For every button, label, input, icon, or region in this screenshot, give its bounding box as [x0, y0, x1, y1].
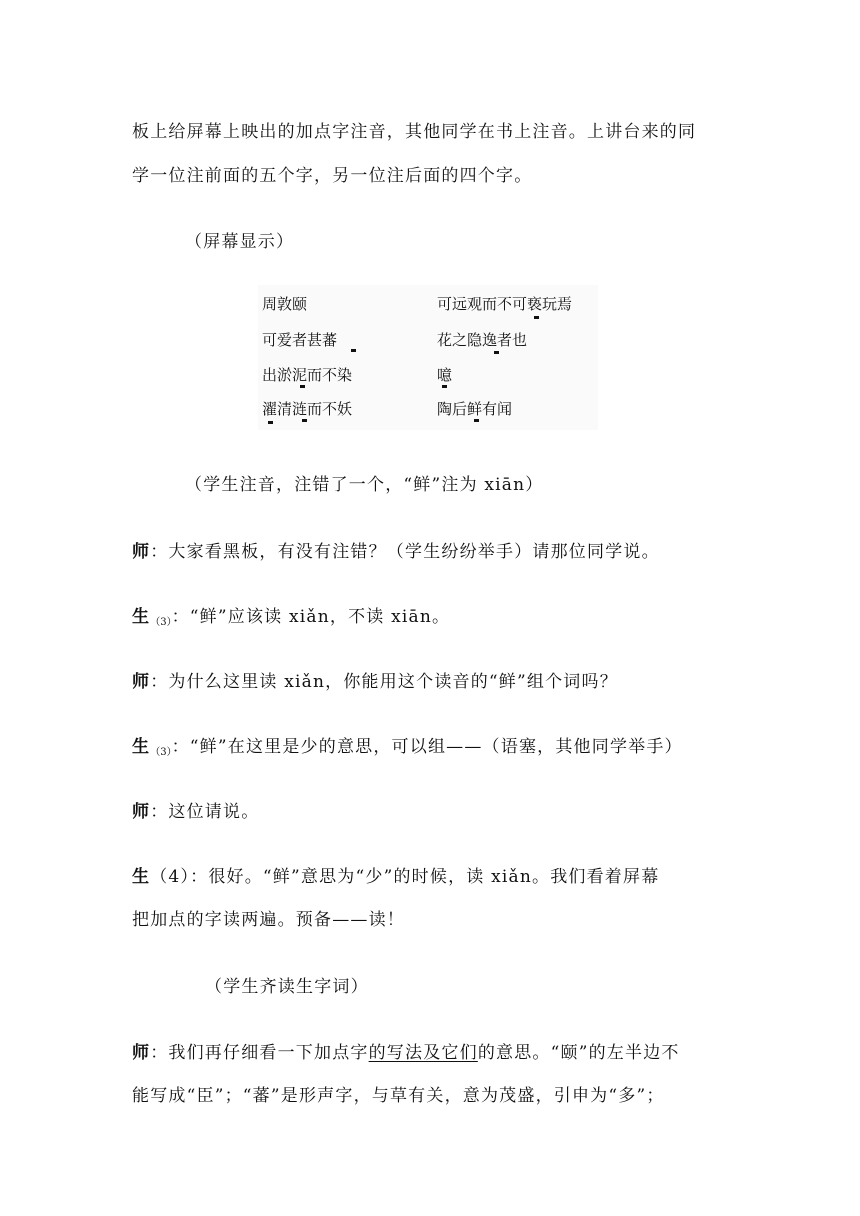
- dialogue-line: [132, 862, 659, 887]
- screen-caption: （屏幕显示）: [185, 232, 295, 252]
- dialogue-text: ：“鲜”应该读 xiǎn，不读 xiān。: [171, 607, 451, 627]
- paragraph-line: 学一位注前面的五个字，另一位注后面的四个字。: [132, 166, 533, 186]
- speaker-label: 师: [132, 542, 151, 562]
- dialogue-text: 我们再仔细看一下加点字: [168, 1043, 369, 1063]
- underlined-text: 的写法及它们: [368, 1043, 478, 1063]
- screen-left-item: 可爱者甚蕃: [262, 331, 338, 349]
- screen-display-image: [258, 285, 598, 430]
- emphasis-dot: [534, 316, 539, 319]
- speaker-colon: ：: [150, 802, 169, 822]
- paragraph-line: 板上给屏幕上映出的加点字注音，其他同学在书上注音。上讲台来的同: [132, 122, 697, 142]
- dialogue-line: [132, 602, 450, 628]
- dialogue-text: ：“鲜”在这里是少的意思，可以组——（语塞，其他同学举手）: [171, 737, 683, 757]
- speaker-label: 师: [132, 802, 151, 822]
- screen-right-item: 噫: [437, 366, 453, 384]
- dialogue-line: [132, 537, 660, 562]
- speaker-colon: ：: [150, 1043, 169, 1063]
- dialogue-text: 的意思。“颐”的左半边不: [477, 1043, 680, 1063]
- speaker-colon: ：: [150, 542, 169, 562]
- speaker-colon: ：: [150, 672, 169, 692]
- dialogue-line: [132, 797, 259, 822]
- speaker-label: 生: [132, 607, 151, 627]
- paragraph-line: 把加点的字读两遍。预备——读！: [132, 910, 405, 930]
- screen-left-item: 周敦颐: [262, 295, 308, 313]
- emphasis-dot: [302, 419, 307, 422]
- screen-right-item: 花之隐逸者也: [437, 331, 528, 349]
- emphasis-dot: [494, 351, 499, 354]
- emphasis-dot: [351, 349, 356, 352]
- screen-right-item: 可远观而不可亵玩焉: [437, 295, 573, 313]
- emphasis-dot: [474, 419, 479, 422]
- emphasis-dot: [268, 421, 273, 424]
- emphasis-dot: [300, 385, 305, 388]
- paragraph-line: 能写成“臣”；“蕃”是形声字，与草有关，意为茂盛，引申为“多”；: [132, 1086, 665, 1106]
- screen-left-item: 出淤泥而不染: [262, 366, 353, 384]
- dialogue-line: [132, 732, 683, 758]
- speaker-label: 师: [132, 672, 151, 692]
- speaker-number: （3）: [150, 617, 172, 628]
- dialogue-line: [132, 667, 618, 692]
- dialogue-text: 为什么这里读 xiǎn，你能用这个读音的“鲜”组个词吗？: [168, 672, 618, 692]
- screen-right-item: 陶后鲜有闻: [437, 400, 513, 418]
- dialogue-text: 这位请说。: [168, 802, 260, 822]
- stage-note: （学生齐读生字词）: [205, 977, 369, 997]
- speaker-label: 生: [132, 737, 151, 757]
- speaker-label: 生: [132, 867, 151, 887]
- dialogue-text: 大家看黑板，有没有注错？（学生纷纷举手）请那位同学说。: [168, 542, 660, 562]
- screen-left-item: 濯清涟而不妖: [262, 400, 353, 418]
- dialogue-text: （4）：很好。“鲜”意思为“少”的时候，读 xiǎn。我们看着屏幕: [150, 867, 660, 887]
- emphasis-dot: [442, 385, 447, 388]
- speaker-label: 师: [132, 1043, 151, 1063]
- stage-note: （学生注音，注错了一个，“鲜”注为 xiān）: [185, 475, 544, 495]
- dialogue-line: [132, 1038, 680, 1063]
- speaker-number: （3）: [150, 747, 172, 758]
